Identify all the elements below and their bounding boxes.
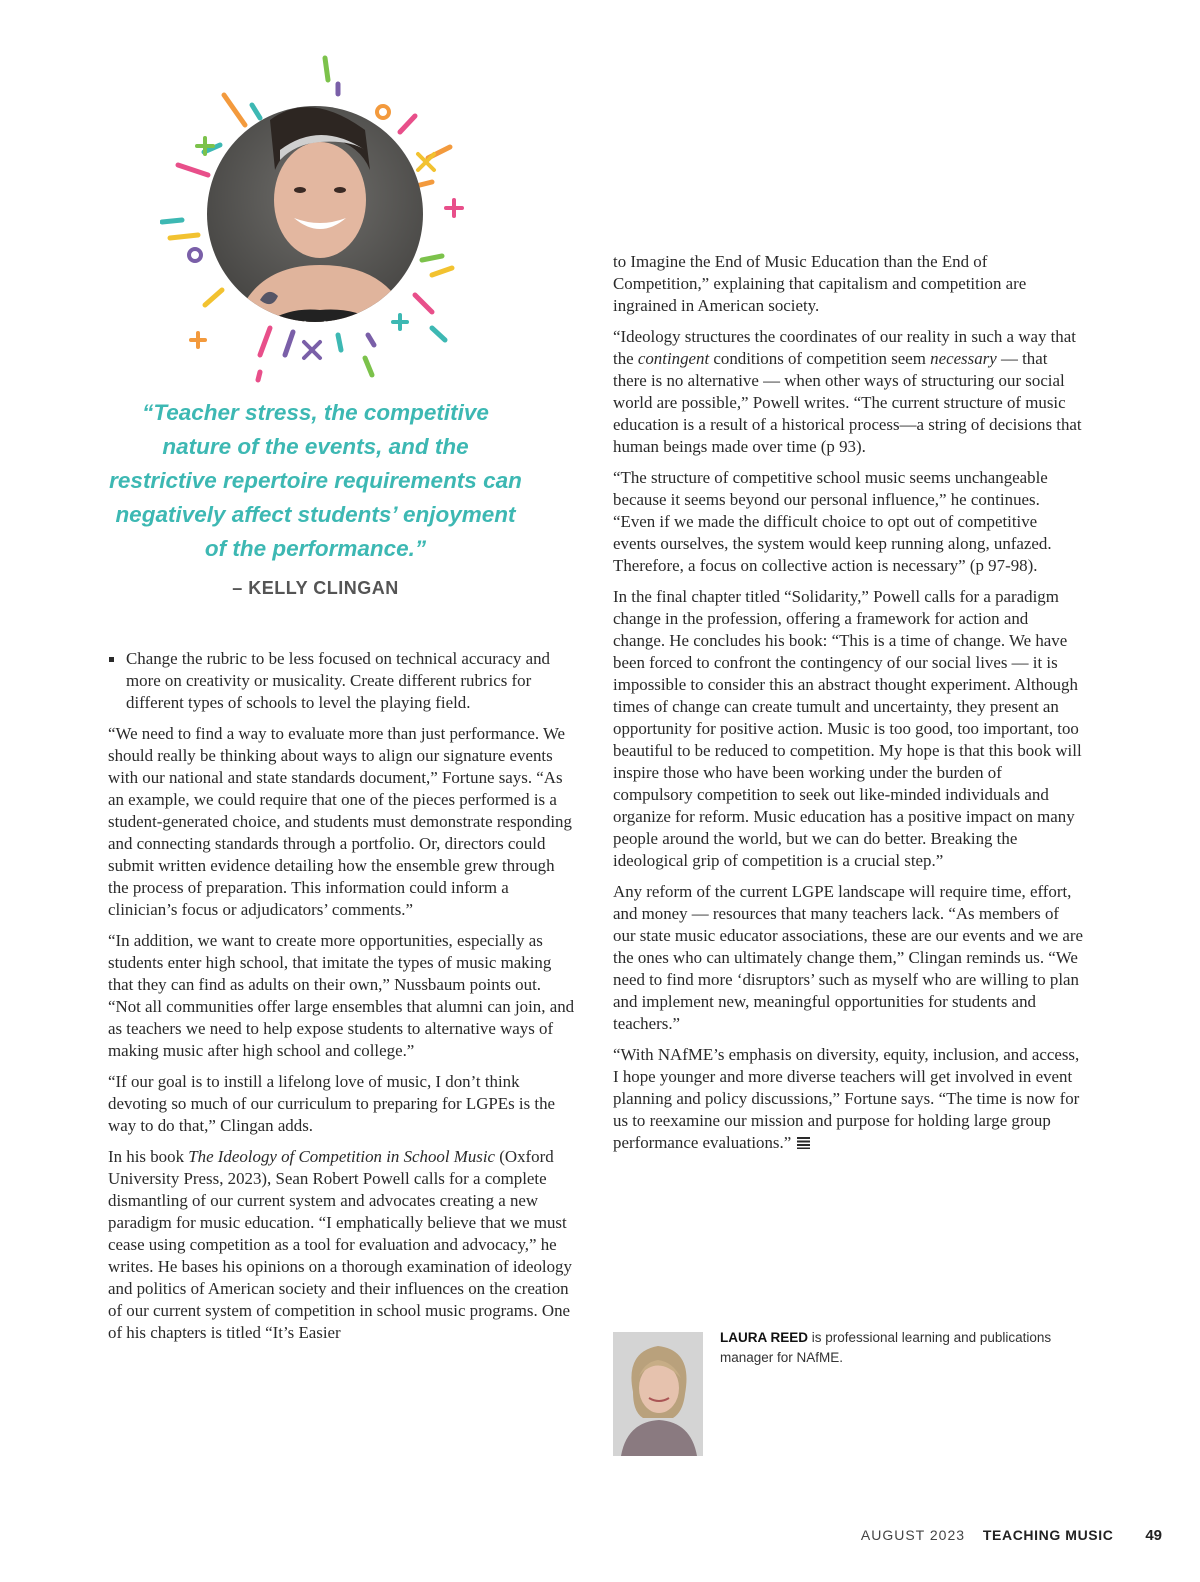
bullet-text: Change the rubric to be less focused on technical accuracy and more on creativity or musicality. Create different rubrics for different types of schools to level the playing field.: [126, 649, 550, 712]
body-paragraph: “If our goal is to instill a lifelong love of music, I don’t think devoting so much of our curriculum to preparing for LGPEs is the way to do that,” Clingan adds.: [108, 1072, 556, 1135]
text-run: “With NAfME’s emphasis on diversity, equity, inclusion, and access, I hope younger and more diverse teachers will get involved in event planning and policy discussions,” Fortune says. “The time is now for us to reexamine our mission and purpose for holding large group performance evaluations.”: [613, 1045, 1080, 1152]
body-paragraph: [613, 326, 1083, 458]
body-paragraph: In the final chapter titled “Solidarity,” Powell calls for a paradigm change in the profession, offering a framework for action and change. He concludes his book: “This is a time of change. We have been forced to confront the contingency of our social lives — it is impossible to consider this an abstract thought experiment. Although times of change can create tumult and uncertainty, they present an opportunity for positive action. Music is too good, too important, too beautiful to be reduced to competition. My hope is that this book will inspire those who have been working under the burden of compulsory competition to seek out like-minded individuals and organize for reform. Music education has a positive impact on many people around the world, but we can do better. Breaking the ideological grip of competition is a crucial step.”: [613, 587, 1082, 870]
body-paragraph: to Imagine the End of Music Education than the End of Competition,” explaining that capitalism and competition are ingrained in American society.: [613, 252, 1027, 315]
page-number: 49: [1145, 1527, 1162, 1544]
author-photo: [613, 1332, 703, 1456]
issue-date: AUGUST 2023: [860, 1527, 966, 1543]
left-column: [108, 648, 578, 1353]
author-bio: [720, 1328, 1090, 1368]
portrait-photo: [200, 100, 440, 350]
magazine-name: TEACHING MUSIC: [982, 1527, 1114, 1543]
body-paragraph: “The structure of competitive school music seems unchangeable because it seems beyond our personal influence,” he continues. “Even if we made the difficult choice to opt out of competitive events ourselves, the system would keep running along, unfazed. Therefore, a focus on collective action is necessary” (p 97-98).: [613, 468, 1052, 575]
pull-quote: “Teacher stress, the competitive nature of the events, and the restrictive repertoire requirements can negatively affect students’ enjoyment of the performance.”: [109, 400, 522, 561]
list-item: [108, 648, 578, 714]
text-run: “Ideology structures the coordinates of our reality in such a way that the: [613, 327, 1076, 368]
body-paragraph: Any reform of the current LGPE landscape will require time, effort, and money — resources that many teachers lack. “As members of our state music educator associations, these are our events and we are the ones who can ultimately change them,” Clingan reminds us. “We need to find more ‘disruptors’ such as myself who are willing to plan and implement new, meaningful opportunities for students and teachers.”: [613, 882, 1083, 1033]
right-column: [613, 251, 1083, 1163]
book-title: The Ideology of Competition in School Music: [188, 1147, 496, 1166]
portrait-burst: [160, 50, 480, 390]
end-mark-icon: [797, 1137, 810, 1149]
author-name: LAURA REED: [720, 1330, 809, 1345]
text-run: (Oxford University Press, 2023), Sean Robert Powell calls for a complete dismantling of our current system and advocates creating a new paradigm for music education. “I emphatically believe that we must cease using competition as a tool for evaluation and advocacy,” he writes. He bases his opinions on a thorough examination of ideology and politics of American society and their influences on the creation of our current system of competition in school music programs. One of his chapters is titled “It’s Easier: [108, 1147, 572, 1342]
body-paragraph: “We need to find a way to evaluate more than just performance. We should really be thinking about ways to align our signature events with our national and state standards document,” Fortune says. “As an example, we could require that one of the pieces performed is a student-generated choice, and students must demonstrate responding and connecting standards through a portfolio. Or, directors could submit written evidence detailing how the ensemble grew through the process of preparation. This information could inform a clinician’s focus or adjudicators’ comments.”: [108, 724, 572, 919]
page-footer: [861, 1527, 1162, 1544]
text-run: conditions of competition seem: [709, 349, 931, 368]
author-bio-text: is professional learning and publications manager for NAfME.: [720, 1330, 1052, 1365]
body-paragraph: [613, 1044, 1083, 1154]
emphasis-text: necessary: [930, 349, 997, 368]
pull-quote-attribution: – KELLY CLINGAN: [232, 578, 399, 598]
bullet-icon: [109, 657, 114, 662]
text-run: In his book: [108, 1147, 189, 1166]
emphasis-text: contingent: [637, 349, 710, 368]
body-paragraph: “In addition, we want to create more opportunities, especially as students enter high school, that imitate the types of music making that they can find as adults on their own,” Nussbaum points out. “Not all communities offer large ensembles that alumni can join, and as teachers we need to help expose students to alternative ways of making music after high school and college.”: [108, 931, 575, 1060]
text-run: — that there is no alternative — when other ways of structuring our social world are possible,” Powell writes. “The current structure of music education is a result of a historical process—a string of decisions that human beings made over time (p 93).: [613, 349, 1082, 456]
body-paragraph: [108, 1146, 578, 1344]
